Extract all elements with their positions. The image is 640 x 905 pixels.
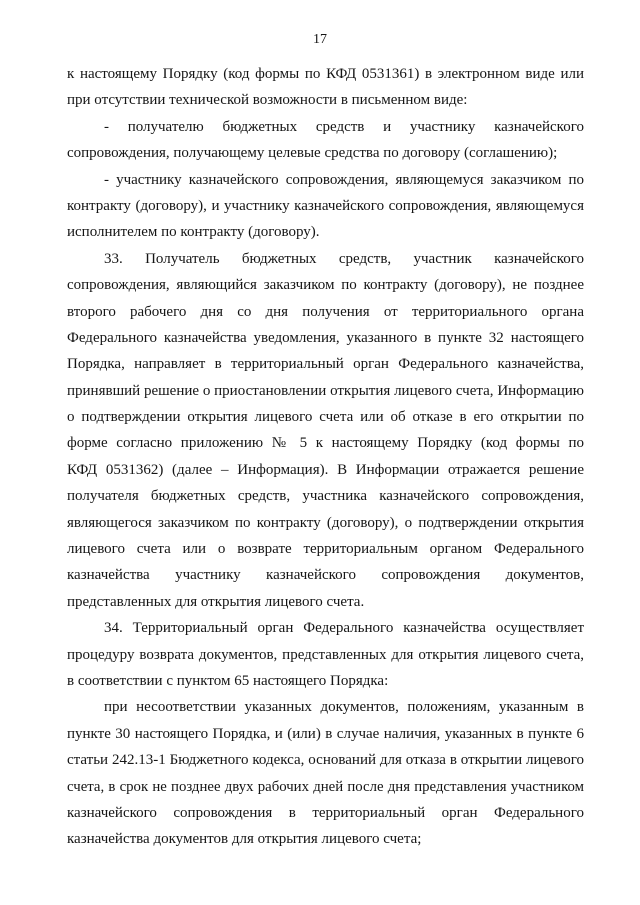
- text-line: о подтверждении открытия лицевого счета или об отказе в его открытии по: [67, 409, 584, 426]
- text-line: форме согласно приложению № 5 к настоящему Порядку (код формы по: [67, 435, 584, 452]
- text-line: 34. Территориальный орган Федерального казначейства осуществляет: [104, 620, 584, 637]
- text-line: КФД 0531362) (далее – Информация). В Информации отражается решение: [67, 461, 584, 478]
- text-line: казначейского сопровождения в территориальный орган Федерального: [67, 804, 584, 821]
- list-item-dash-2: [67, 167, 584, 246]
- text-line: сопровождения, получающему целевые средства по договору (соглашению);: [67, 145, 558, 162]
- text-line: - участнику казначейского сопровождения, являющемуся заказчиком по: [104, 171, 584, 188]
- paragraph-33: [67, 246, 584, 615]
- text-line: к настоящему Порядку (код формы по КФД 0531361) в электронном виде или: [67, 66, 584, 82]
- list-item-dash-1: [67, 114, 584, 167]
- text-line: пункте 30 настоящего Порядка, и (или) в случае наличия, указанных в пункте 6: [67, 725, 584, 742]
- paragraph-intro: [67, 61, 584, 114]
- text-line: Федерального казначейства уведомления, указанного в пункте 32 настоящего: [67, 329, 584, 346]
- text-line: - получателю бюджетных средств и участнику казначейского: [104, 118, 584, 135]
- text-line: счета, в срок не позднее двух рабочих дней после дня представления участником: [67, 778, 584, 795]
- text-line: исполнителем по контракту (договору).: [67, 224, 320, 241]
- text-line: статьи 242.13-1 Бюджетного кодекса, оснований для отказа в открытии лицевого: [67, 752, 584, 769]
- text-line: 33. Получатель бюджетных средств, участник казначейского: [104, 250, 584, 267]
- text-line: являющегося заказчиком по контракту (договору), о подтверждении открытия: [67, 514, 584, 531]
- text-line: при несоответствии указанных документов, положениям, указанным в: [104, 699, 584, 716]
- page-number: 17: [313, 32, 327, 47]
- paragraph-34: [67, 615, 584, 694]
- paragraph-34-subitem: [67, 694, 584, 852]
- text-line: в соответствии с пунктом 65 настоящего Порядка:: [67, 672, 389, 689]
- text-line: при отсутствии технической возможности в письменном виде:: [67, 92, 468, 109]
- document-body: [67, 61, 584, 853]
- text-line: казначейства документов для открытия лицевого счета;: [67, 831, 422, 848]
- text-line: лицевого счета или о возврате территориальным органом Федерального: [67, 541, 584, 558]
- text-line: получателя бюджетных средств, участника казначейского сопровождения,: [67, 488, 584, 505]
- text-line: процедуру возврата документов, представленных для открытия лицевого счета,: [67, 646, 584, 663]
- text-line: сопровождения, являющийся заказчиком по контракту (договору), не позднее: [67, 277, 584, 294]
- text-line: казначейства участнику казначейского сопровождения документов,: [67, 567, 584, 584]
- text-line: принявший решение о приостановлении открытия лицевого счета, Информацию: [67, 382, 584, 399]
- text-line: Порядка, направляет в территориальный орган Федерального казначейства,: [67, 356, 584, 373]
- text-line: второго рабочего дня со дня получения от территориального органа: [67, 303, 584, 320]
- text-line: контракту (договору), и участнику казначейского сопровождения, являющемуся: [67, 197, 584, 214]
- text-line: представленных для открытия лицевого счета.: [67, 593, 365, 610]
